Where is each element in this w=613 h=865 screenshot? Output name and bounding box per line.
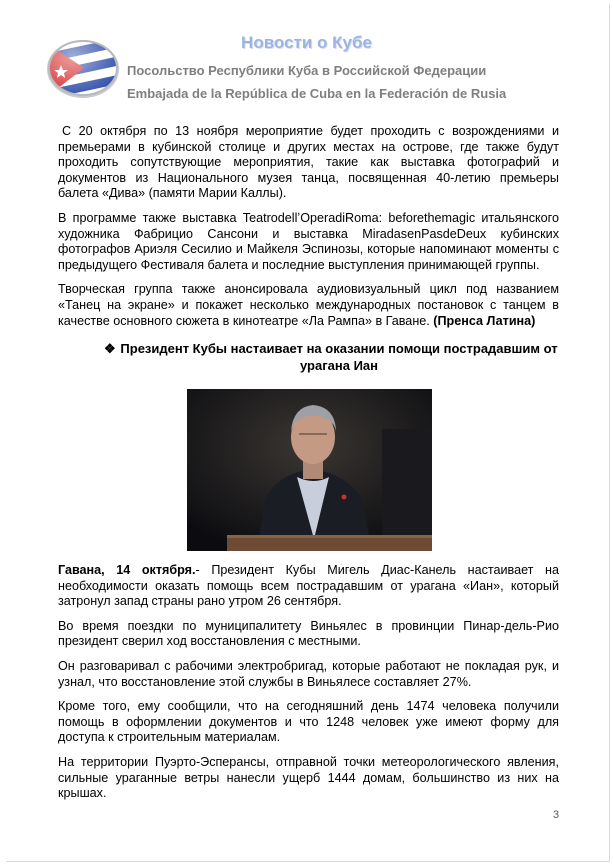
- news-source: (Пренса Латина): [433, 313, 536, 328]
- heading-text: Президент Кубы настаивает на оказании помощи пострадавшим от урагана Иан: [120, 341, 558, 373]
- paragraph: Он разговаривал с рабочими электробригад, которые работают не покладая рук, и узнал, что восстановление этой службы в Виньялесе составляет 27%.: [58, 658, 559, 689]
- page-number: 3: [553, 809, 560, 821]
- president-photo: [187, 389, 432, 551]
- diamond-bullet-icon: ❖: [104, 341, 116, 356]
- paragraph: На территории Пуэрто-Эсперансы, отправной точки метеорологического явления, сильные ураганные ветры нанесли ущерб 1444 домам, большинство из них на крышах.: [58, 754, 559, 801]
- embassy-name-es: Embajada de la República de Cuba en la Federación de Rusia: [127, 86, 507, 101]
- article-president: [58, 563, 559, 811]
- paragraph: Кроме того, ему сообщили, что на сегодняшний день 1474 человека получили помощь в оформлении документов и что 1248 человек уже имеют форму для доступа к строительным материалам.: [58, 699, 559, 745]
- paragraph: В программе также выставка TeatrodellʼOperadiRoma: beforethemagic итальянского художника Фабрицио Сансони и выставка MiradasenPasdeDeux кубинских фотографов Ариэля Сесилио и Майкеля Эспинозы, которые напоминают моменты с предыдущего Фестиваля балета и последние выступления принимающей группы.: [58, 210, 559, 272]
- dateline: Гавана, 14 октября.: [58, 563, 196, 577]
- paragraph: С 20 октября по 13 ноября мероприятие будет проходить с возрождениями и премьерами в кубинской столице и других местах на острове, где также будут проходить сопутствующие мероприятия, такие как выставка фотографий и документов из Национального музея танца, посвященная 40-летию премьеры балета «Дива» (памяти Марии Каллы).: [58, 124, 559, 201]
- article-ballet: [58, 124, 559, 338]
- paragraph: [58, 563, 559, 610]
- article-heading: [104, 340, 574, 374]
- newsletter-title: Новости о Кубе: [241, 33, 372, 52]
- paragraph-text: - Президент Кубы Мигель Диас-Канель настаивает на необходимости оказать помощь всем пострадавшим от урагана «Иан», который затронул запад страны рано утром 26 сентября.: [58, 563, 560, 609]
- paragraph-text: Творческая группа также анонсировала аудиовизуальный цикл под названием «Танец на экране» и покажет несколько международных постановок с танцем в качестве основного сюжета в кинотеатре «Ла Рампа» в Гаване.: [58, 282, 559, 328]
- paragraph: Во время поездки по муниципалитету Виньялес в провинции Пинар-дель-Рио президент сверил ход восстановления с местными.: [58, 618, 559, 649]
- paragraph: [58, 282, 559, 329]
- embassy-name-ru: Посольство Республики Куба в Российской Федерации: [127, 63, 487, 78]
